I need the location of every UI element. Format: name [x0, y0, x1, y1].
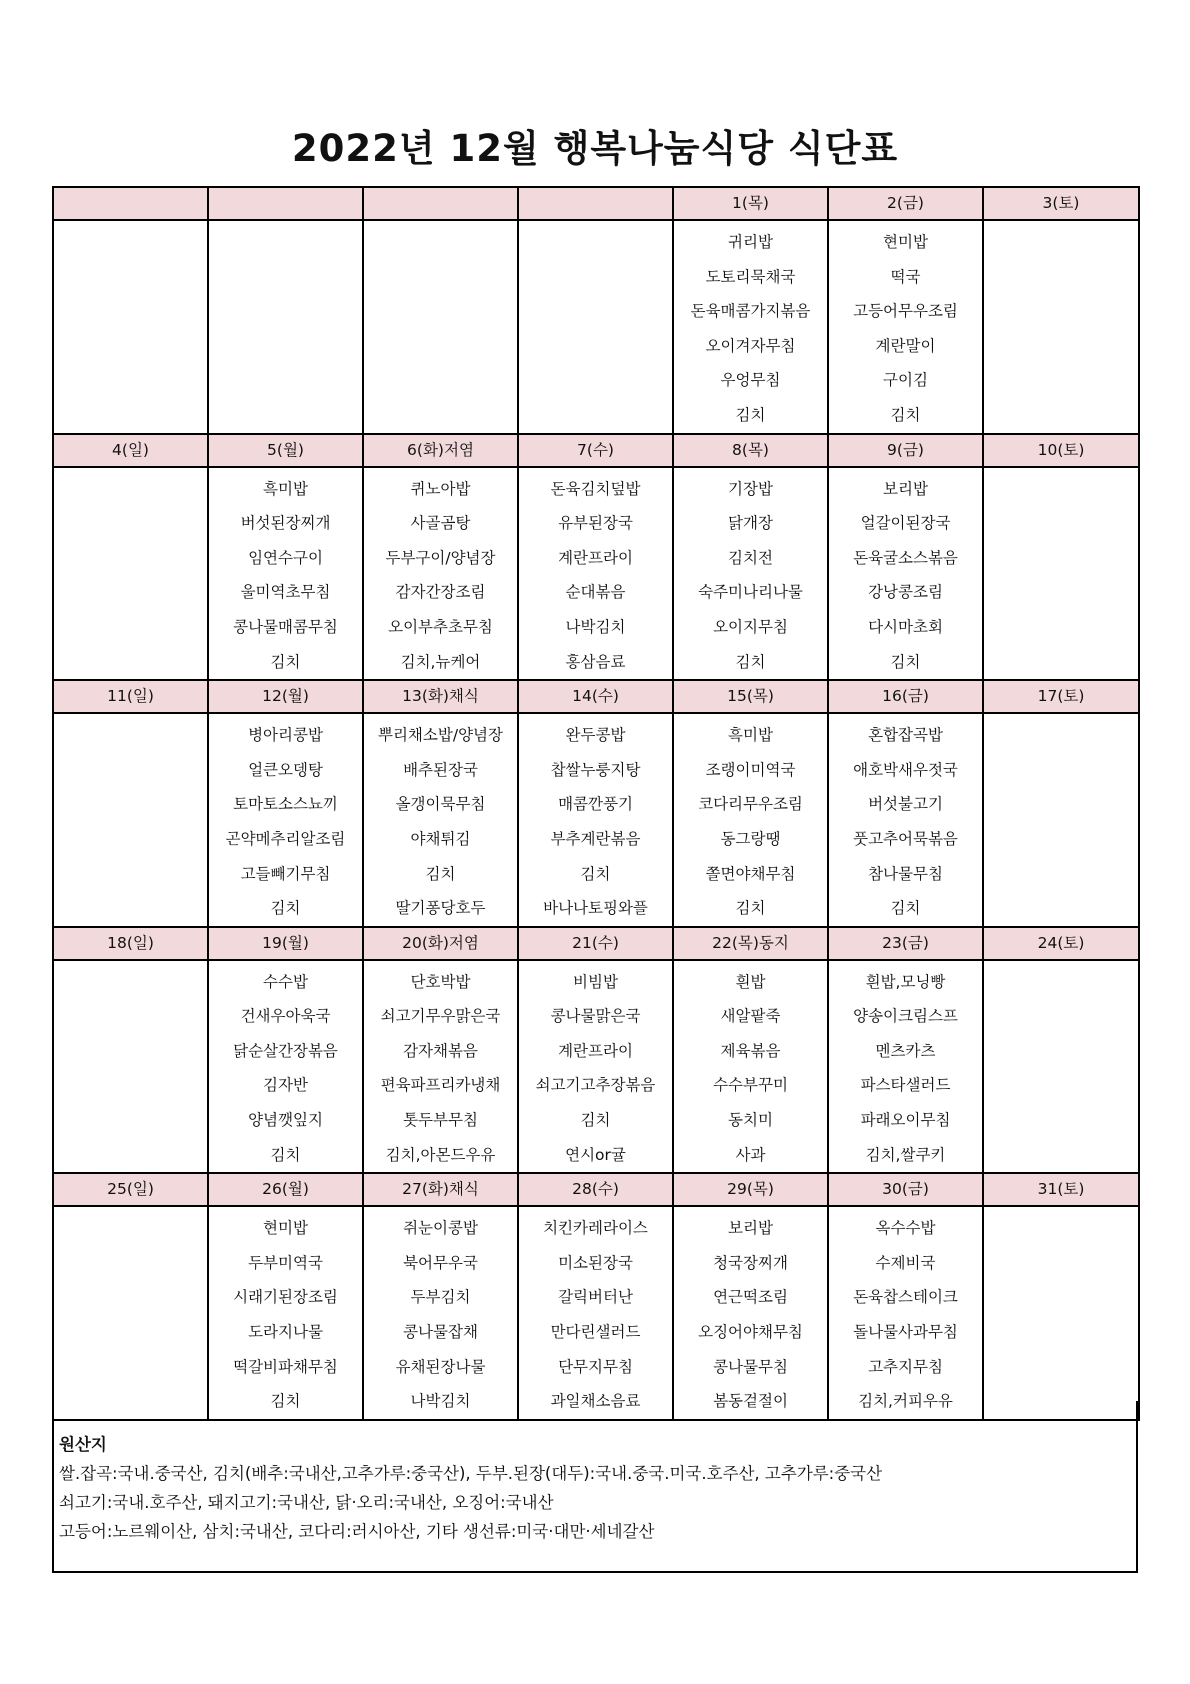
menu-item: 토마토소스뇨끼 [233, 795, 338, 814]
menu-item: 연근떡조림 [713, 1288, 788, 1307]
day-menu-cell [673, 220, 828, 434]
menu-item: 계란말이 [875, 336, 936, 355]
menu-item: 김치 [735, 652, 766, 671]
menu-item: 곤약메추리알조림 [225, 829, 346, 848]
day-menu-cell [828, 467, 983, 681]
day-menu-cell [53, 713, 208, 927]
date-header-cell: 1(목) [673, 187, 828, 220]
menu-item: 양송이크림스프 [853, 1007, 958, 1026]
menu-item: 김치,커피우유 [858, 1392, 953, 1411]
menu-item: 도토리묵채국 [705, 267, 796, 286]
menu-item: 뿌리채소밥/양념장 [377, 726, 503, 745]
menu-item: 나박김치 [410, 1392, 471, 1411]
menu-item: 얼큰오뎅탕 [248, 760, 323, 779]
date-header-cell [208, 187, 363, 220]
menu-item: 쇠고기무우맑은국 [380, 1007, 501, 1026]
date-header-cell: 17(토) [983, 680, 1139, 713]
menu-item: 부추계란볶음 [550, 829, 641, 848]
menu-item: 콩나물매콤무침 [233, 617, 338, 636]
menu-item: 김치 [890, 652, 921, 671]
menu-item: 김치 [425, 864, 456, 883]
date-header-cell: 7(수) [518, 434, 673, 467]
date-header-row [53, 927, 1139, 960]
date-header-cell: 2(금) [828, 187, 983, 220]
menu-item: 파래오이무침 [860, 1111, 951, 1130]
menu-item: 사과 [735, 1145, 766, 1164]
date-header-cell: 14(수) [518, 680, 673, 713]
menu-item: 쫄면야채무침 [705, 864, 796, 883]
menu-item: 매콤깐풍기 [558, 795, 633, 814]
menu-item: 돈육매콤가지볶음 [690, 302, 811, 321]
menu-item: 북어무우국 [403, 1253, 478, 1272]
day-menu-cell [673, 713, 828, 927]
menu-item: 파스타샐러드 [860, 1076, 951, 1095]
menu-item: 김치,뉴케어 [400, 652, 481, 671]
menu-item: 조랭이미역국 [705, 760, 796, 779]
menu-item: 유채된장나물 [395, 1357, 486, 1376]
date-header-cell: 12(월) [208, 680, 363, 713]
menu-item: 완두콩밥 [565, 726, 626, 745]
menu-item: 연시or귤 [565, 1145, 626, 1164]
menu-row [53, 467, 1139, 681]
menu-item: 콩나물무침 [713, 1357, 788, 1376]
date-header-row [53, 187, 1139, 220]
menu-item: 닭개장 [728, 514, 773, 533]
menu-item: 돌나물사과무침 [853, 1323, 958, 1342]
day-menu-cell [673, 1206, 828, 1420]
menu-item: 다시마초회 [868, 617, 943, 636]
date-header-cell: 9(금) [828, 434, 983, 467]
menu-item: 돈육김치덮밥 [550, 479, 641, 498]
menu-item: 현미밥 [263, 1219, 308, 1238]
date-header-cell: 10(토) [983, 434, 1139, 467]
menu-item: 올갱이묵무침 [395, 795, 486, 814]
date-header-cell: 4(일) [53, 434, 208, 467]
date-header-cell [53, 187, 208, 220]
menu-item: 혼합잡곡밥 [868, 726, 943, 745]
day-menu-cell [983, 1206, 1139, 1420]
day-menu-cell [673, 467, 828, 681]
day-menu-cell [518, 220, 673, 434]
date-header-cell: 8(목) [673, 434, 828, 467]
menu-item: 흰밥 [735, 972, 766, 991]
date-header-cell: 18(일) [53, 927, 208, 960]
day-menu-cell [673, 960, 828, 1174]
date-header-cell: 21(수) [518, 927, 673, 960]
date-header-cell: 23(금) [828, 927, 983, 960]
menu-item: 애호박새우젓국 [853, 760, 958, 779]
menu-item: 김치 [735, 405, 766, 424]
day-menu-cell [518, 1206, 673, 1420]
menu-item: 풋고추어묵볶음 [853, 829, 958, 848]
menu-item: 강낭콩조림 [868, 583, 943, 602]
menu-item: 김치 [270, 1145, 301, 1164]
menu-item: 닭순살간장볶음 [233, 1041, 338, 1060]
day-menu-cell [363, 220, 518, 434]
menu-item: 퀴노아밥 [410, 479, 471, 498]
menu-item: 버섯된장찌개 [240, 514, 331, 533]
menu-item: 돈육찹스테이크 [853, 1288, 958, 1307]
menu-item: 비빔밥 [573, 972, 618, 991]
menu-item: 울미역초무침 [240, 583, 331, 602]
menu-item: 감자채볶음 [403, 1041, 478, 1060]
menu-item: 감자간장조림 [395, 583, 486, 602]
menu-item: 김치 [270, 1392, 301, 1411]
menu-row [53, 713, 1139, 927]
day-menu-cell [53, 220, 208, 434]
menu-item: 김치,아몬드우유 [385, 1145, 496, 1164]
day-menu-cell [208, 960, 363, 1174]
menu-item: 오이부추초무침 [388, 617, 493, 636]
day-menu-cell [53, 1206, 208, 1420]
day-menu-cell [828, 220, 983, 434]
day-menu-cell [53, 467, 208, 681]
date-header-cell [518, 187, 673, 220]
origin-line: 고등어:노르웨이산, 삼치:국내산, 코다리:러시아산, 기타 생선류:미국·대만·세네갈산 [59, 1522, 655, 1541]
day-menu-cell [983, 960, 1139, 1174]
origin-section [52, 1401, 1138, 1573]
day-menu-cell [363, 713, 518, 927]
menu-item: 홍삼음료 [565, 652, 626, 671]
menu-item: 수수부꾸미 [713, 1076, 788, 1095]
menu-item: 바나나토핑와플 [543, 899, 648, 918]
menu-item: 돈육굴소스볶음 [853, 548, 958, 567]
origin-heading: 원산지 [59, 1435, 107, 1454]
date-header-cell: 3(토) [983, 187, 1139, 220]
menu-item: 두부김치 [410, 1288, 471, 1307]
menu-item: 떡갈비파채무침 [233, 1357, 338, 1376]
menu-item: 임연수구이 [248, 548, 323, 567]
menu-item: 김자반 [263, 1076, 308, 1095]
menu-item: 편육파프리카냉채 [380, 1076, 501, 1095]
menu-item: 김치 [580, 1111, 611, 1130]
menu-row [53, 220, 1139, 434]
page-title: 2022년 12월 행복나눔식당 식단표 [291, 127, 899, 170]
day-menu-cell [828, 713, 983, 927]
menu-item: 고추지무침 [868, 1357, 943, 1376]
origin-line: 쌀.잡곡:국내.중국산, 김치(배추:국내산,고추가루:중국산), 두부.된장(대두):국내.중국.미국.호주산, 고추가루:중국산 [59, 1464, 883, 1483]
menu-item: 단무지무침 [558, 1357, 633, 1376]
menu-item: 나박김치 [565, 617, 626, 636]
menu-item: 찹쌀누룽지탕 [550, 760, 641, 779]
day-menu-cell [208, 467, 363, 681]
menu-item: 봄동겉절이 [713, 1392, 788, 1411]
day-menu-cell [363, 1206, 518, 1420]
day-menu-cell [363, 960, 518, 1174]
menu-item: 청국장찌개 [713, 1253, 788, 1272]
menu-table [52, 186, 1140, 1421]
day-menu-cell [983, 220, 1139, 434]
menu-item: 흰밥,모닝빵 [865, 972, 946, 991]
menu-item: 순대볶음 [565, 583, 626, 602]
menu-item: 멘츠카츠 [875, 1041, 936, 1060]
day-menu-cell [363, 467, 518, 681]
menu-item: 오이겨자무침 [705, 336, 796, 355]
menu-item: 김치 [270, 652, 301, 671]
menu-item: 버섯불고기 [868, 795, 943, 814]
menu-item: 귀리밥 [728, 233, 773, 251]
menu-item: 기장밥 [728, 479, 773, 498]
menu-item: 양념깻잎지 [248, 1111, 323, 1130]
menu-item: 보리밥 [883, 479, 928, 498]
menu-item: 동치미 [728, 1111, 773, 1130]
menu-item: 딸기퐁당호두 [395, 899, 486, 918]
menu-item: 김치,쌀쿠키 [865, 1145, 946, 1164]
menu-item: 얼갈이된장국 [860, 514, 951, 533]
menu-item: 김치 [580, 864, 611, 883]
date-header-cell: 25(일) [53, 1173, 208, 1206]
menu-item: 고들빼기무침 [240, 864, 331, 883]
date-header-cell: 26(월) [208, 1173, 363, 1206]
menu-item: 톳두부무침 [403, 1111, 478, 1130]
date-header-cell: 28(수) [518, 1173, 673, 1206]
menu-item: 오이지무침 [713, 617, 788, 636]
menu-item: 야채튀김 [410, 829, 471, 848]
origin-line: 쇠고기:국내.호주산, 돼지고기:국내산, 닭·오리:국내산, 오징어:국내산 [59, 1493, 554, 1512]
date-header-cell: 16(금) [828, 680, 983, 713]
menu-item: 도라지나물 [248, 1323, 323, 1342]
menu-item: 만다린샐러드 [550, 1323, 641, 1342]
menu-row [53, 1206, 1139, 1420]
menu-item: 갈릭버터난 [558, 1288, 633, 1307]
menu-item: 병아리콩밥 [248, 726, 323, 745]
menu-item: 현미밥 [883, 233, 928, 251]
date-header-cell: 27(화)채식 [363, 1173, 518, 1206]
day-menu-cell [828, 1206, 983, 1420]
date-header-row [53, 434, 1139, 467]
date-header-cell: 30(금) [828, 1173, 983, 1206]
menu-item: 과일채소음료 [550, 1392, 641, 1411]
date-header-cell: 31(토) [983, 1173, 1139, 1206]
menu-item: 유부된장국 [558, 514, 633, 533]
menu-item: 흑미밥 [263, 479, 308, 498]
menu-item: 두부구이/양념장 [385, 548, 496, 567]
menu-item: 미소된장국 [558, 1253, 633, 1272]
day-menu-cell [208, 220, 363, 434]
menu-item: 쇠고기고추장볶음 [535, 1076, 656, 1095]
day-menu-cell [208, 1206, 363, 1420]
date-header-cell: 22(목)동지 [673, 927, 828, 960]
day-menu-cell [983, 713, 1139, 927]
menu-item: 김치 [735, 899, 766, 918]
menu-item: 계란프라이 [558, 1041, 633, 1060]
menu-item: 흑미밥 [728, 726, 773, 745]
date-header-cell: 5(월) [208, 434, 363, 467]
date-header-row [53, 1173, 1139, 1206]
menu-item: 동그랑땡 [720, 829, 781, 848]
menu-item: 콩나물맑은국 [550, 1007, 641, 1026]
menu-item: 건새우아욱국 [240, 1007, 331, 1026]
menu-item: 제육볶음 [720, 1041, 781, 1060]
day-menu-cell [828, 960, 983, 1174]
date-header-cell: 19(월) [208, 927, 363, 960]
menu-item: 옥수수밥 [875, 1219, 936, 1238]
menu-item: 김치전 [728, 548, 773, 567]
menu-item: 수수밥 [263, 972, 308, 991]
menu-item: 콩나물잡채 [403, 1323, 478, 1342]
menu-item: 참나물무침 [868, 864, 943, 883]
date-header-cell: 11(일) [53, 680, 208, 713]
menu-item: 김치 [890, 899, 921, 918]
menu-row [53, 960, 1139, 1174]
date-header-cell: 24(토) [983, 927, 1139, 960]
menu-item: 치킨카레라이스 [543, 1219, 648, 1238]
date-header-cell: 29(목) [673, 1173, 828, 1206]
menu-item: 배추된장국 [403, 760, 478, 779]
menu-item: 김치 [270, 899, 301, 918]
menu-item: 김치 [890, 405, 921, 424]
menu-item: 코다리무우조림 [698, 795, 803, 814]
date-header-cell: 15(목) [673, 680, 828, 713]
menu-item: 떡국 [890, 267, 921, 286]
date-header-cell: 13(화)채식 [363, 680, 518, 713]
day-menu-cell [53, 960, 208, 1174]
menu-item: 두부미역국 [248, 1253, 323, 1272]
menu-item: 구이김 [883, 371, 928, 390]
date-header-cell: 20(화)저염 [363, 927, 518, 960]
menu-item: 수제비국 [875, 1253, 936, 1272]
menu-item: 오징어야채무침 [698, 1323, 803, 1342]
menu-item: 숙주미나리나물 [698, 583, 803, 602]
day-menu-cell [208, 713, 363, 927]
date-header-cell: 6(화)저염 [363, 434, 518, 467]
day-menu-cell [518, 960, 673, 1174]
menu-item: 새알팥죽 [720, 1007, 781, 1026]
menu-item: 우엉무침 [720, 371, 781, 390]
menu-item: 계란프라이 [558, 548, 633, 567]
day-menu-cell [518, 713, 673, 927]
date-header-cell [363, 187, 518, 220]
menu-item: 사골곰탕 [410, 514, 471, 533]
menu-item: 단호박밥 [410, 972, 471, 991]
date-header-row [53, 680, 1139, 713]
day-menu-cell [983, 467, 1139, 681]
menu-item: 보리밥 [728, 1219, 773, 1238]
menu-item: 시래기된장조림 [233, 1288, 338, 1307]
day-menu-cell [518, 467, 673, 681]
menu-item: 고등어무우조림 [853, 302, 958, 321]
menu-item: 쥐눈이콩밥 [403, 1219, 478, 1238]
